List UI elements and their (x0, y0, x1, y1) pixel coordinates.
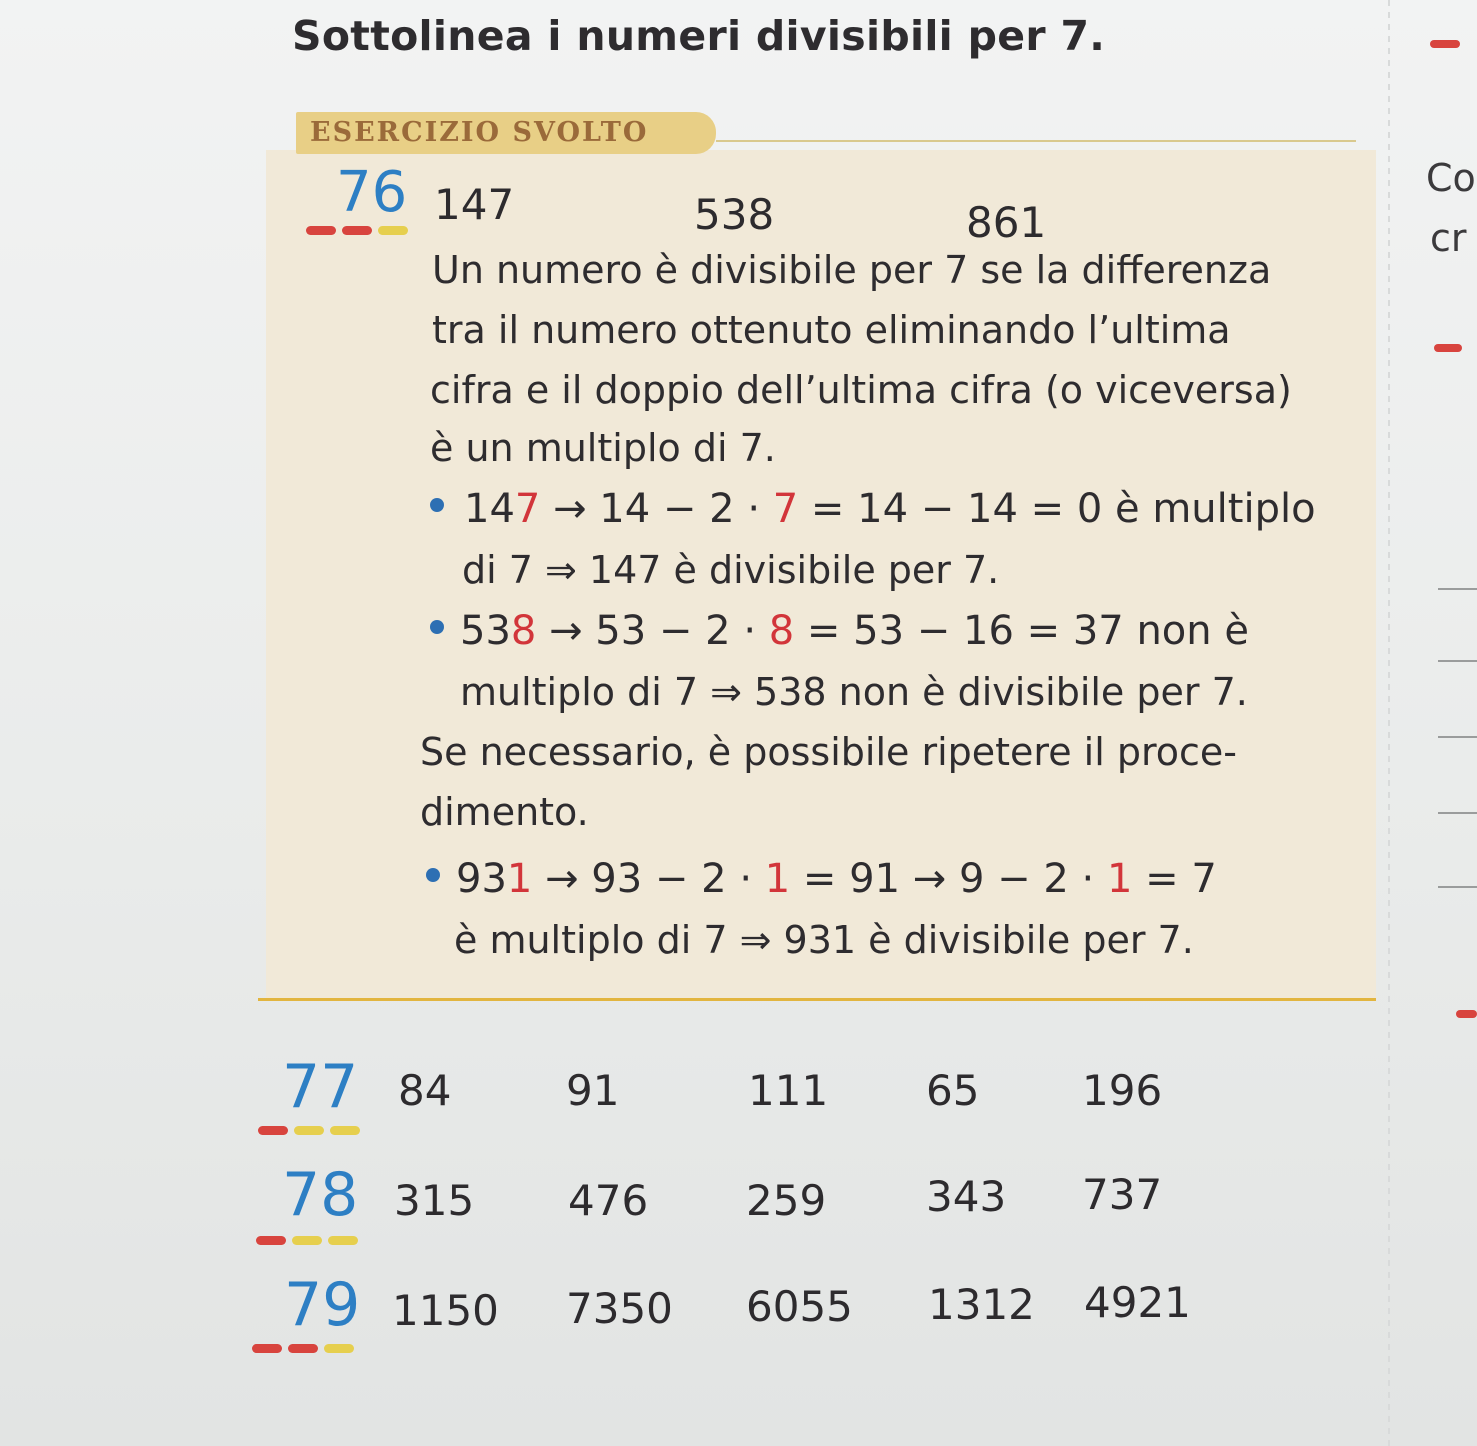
rule-line-2: tra il numero ottenuto eliminando l’ultima (432, 308, 1231, 352)
exercise-76-value-1[interactable]: 147 (434, 180, 515, 229)
rule-line-4: è un multiplo di 7. (430, 426, 776, 470)
side-difficulty-dash (1456, 1010, 1477, 1018)
calc: = 91 → 9 − 2 · (790, 856, 1107, 902)
digits: 53 (460, 608, 511, 654)
example-931-line-2: è multiplo di 7 ⇒ 931 è divisibile per 7. (454, 918, 1194, 962)
example-931-line-1 (456, 856, 1217, 902)
bullet-icon (430, 498, 444, 512)
exercise-77-value-2[interactable]: 91 (566, 1066, 620, 1115)
digits: 93 (456, 856, 507, 902)
calc: → 93 − 2 · (532, 856, 765, 902)
repeat-line-2: dimento. (420, 790, 589, 834)
exercise-number-79: 79 (284, 1270, 361, 1340)
conclusion: è multiplo (1102, 486, 1316, 532)
exercise-77-value-1[interactable]: 84 (398, 1066, 452, 1115)
worked-example-bottom-rule (258, 998, 1376, 1001)
column-divider (1388, 0, 1390, 1446)
badge-label: ESERCIZIO SVOLTO (310, 117, 649, 148)
example-538-line-1 (460, 608, 1249, 654)
side-answer-line (1438, 886, 1477, 888)
rule-line-1: Un numero è divisibile per 7 se la differenza (432, 248, 1272, 292)
bullet-icon (426, 868, 440, 882)
side-answer-line (1438, 736, 1477, 738)
exercise-77-value-3[interactable]: 111 (748, 1066, 829, 1115)
last-digit: 8 (768, 608, 795, 654)
margin-fragment-1: Co (1426, 156, 1476, 200)
exercise-78-value-2[interactable]: 476 (568, 1176, 649, 1225)
worked-example-badge (296, 112, 716, 154)
exercise-77-value-5[interactable]: 196 (1082, 1066, 1163, 1115)
side-answer-line (1438, 660, 1477, 662)
example-147-line-1 (464, 486, 1316, 532)
rule-line-3: cifra e il doppio dell’ultima cifra (o viceversa) (430, 368, 1292, 412)
difficulty-dashes (256, 1236, 364, 1246)
exercise-number-77: 77 (282, 1052, 359, 1122)
calc: → 14 − 2 · (540, 486, 773, 532)
exercise-78-value-1[interactable]: 315 (394, 1176, 475, 1225)
last-digit: 1 (764, 856, 791, 902)
side-answer-line (1438, 588, 1477, 590)
badge-rule (716, 140, 1356, 142)
calc: = 53 − 16 = 37 (794, 608, 1124, 654)
example-538-line-2: multiplo di 7 ⇒ 538 non è divisibile per 7. (460, 670, 1248, 714)
calc: = 7 (1132, 856, 1217, 902)
repeat-line-1: Se necessario, è possibile ripetere il proce- (420, 730, 1237, 774)
digits: 14 (464, 486, 515, 532)
difficulty-dashes (306, 226, 414, 236)
last-digit: 1 (506, 856, 533, 902)
calc: → 53 − 2 · (536, 608, 769, 654)
exercise-76-value-2[interactable]: 538 (694, 190, 775, 239)
page-title: Sottolinea i numeri divisibili per 7. (292, 12, 1106, 60)
last-digit: 8 (510, 608, 537, 654)
exercise-number-76: 76 (336, 160, 408, 225)
exercise-79-value-5[interactable]: 4921 (1084, 1278, 1191, 1327)
exercise-76-value-3[interactable]: 861 (966, 198, 1047, 247)
margin-fragment-2: cr (1430, 216, 1467, 260)
conclusion: non è (1123, 608, 1249, 654)
last-digit: 7 (772, 486, 799, 532)
exercise-79-value-3[interactable]: 6055 (746, 1282, 853, 1331)
last-digit: 7 (514, 486, 541, 532)
exercise-79-value-1[interactable]: 1150 (392, 1286, 499, 1335)
difficulty-dashes (252, 1344, 360, 1354)
side-difficulty-dash (1430, 40, 1460, 48)
calc: = 14 − 14 = 0 (798, 486, 1103, 532)
exercise-79-value-2[interactable]: 7350 (566, 1284, 673, 1333)
exercise-number-78: 78 (282, 1160, 359, 1230)
side-difficulty-dash (1434, 344, 1462, 352)
exercise-78-value-4[interactable]: 343 (926, 1172, 1007, 1221)
bullet-icon (430, 620, 444, 634)
difficulty-dashes (258, 1126, 366, 1136)
exercise-78-value-3[interactable]: 259 (746, 1176, 827, 1225)
exercise-77-value-4[interactable]: 65 (926, 1066, 980, 1115)
exercise-78-value-5[interactable]: 737 (1082, 1170, 1163, 1219)
exercise-79-value-4[interactable]: 1312 (928, 1280, 1035, 1329)
last-digit: 1 (1106, 856, 1133, 902)
example-147-line-2: di 7 ⇒ 147 è divisibile per 7. (462, 548, 1000, 592)
side-answer-line (1438, 812, 1477, 814)
